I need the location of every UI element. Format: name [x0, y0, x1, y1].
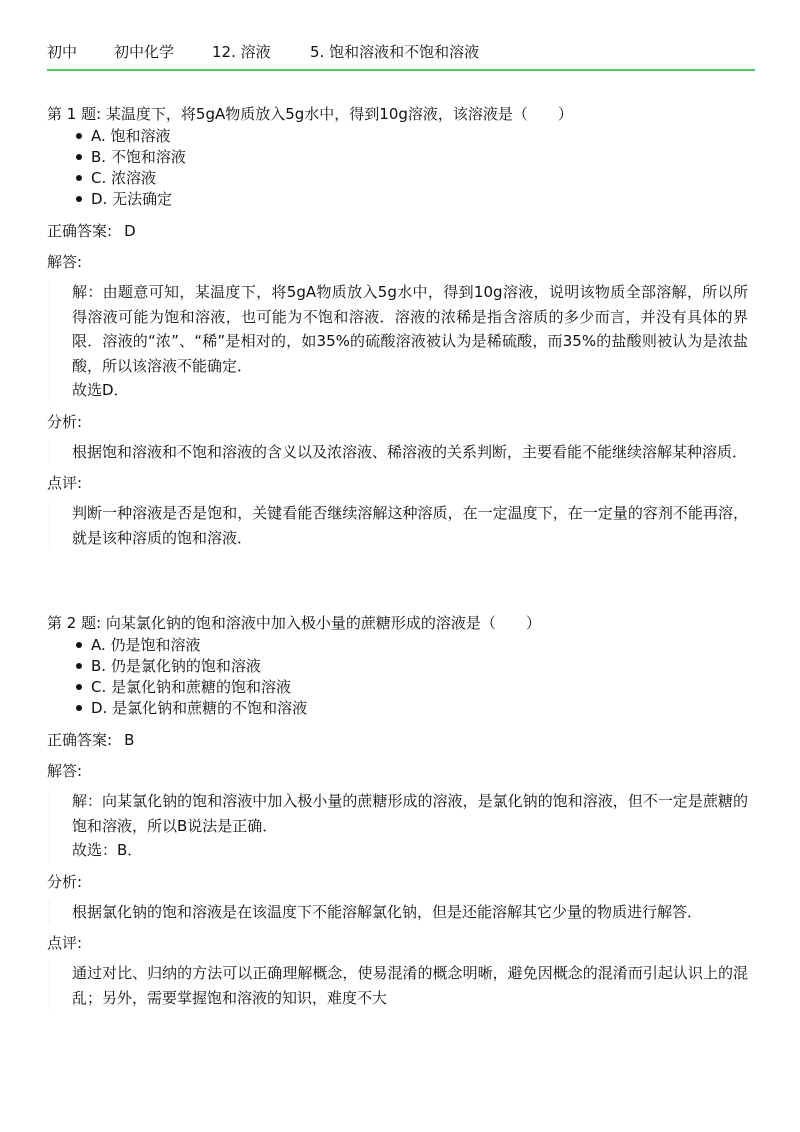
solution-choice: 故选D．	[72, 381, 129, 399]
comment-body	[49, 961, 748, 1010]
bullet-icon	[76, 642, 82, 648]
solution-text: 解：向某氯化钠的饱和溶液中加入极小量的蔗糖形成的溶液，是氯化钠的饱和溶液，但不一定是蔗糖的饱和溶液，所以B说法是正确．	[72, 792, 748, 835]
correct-answer-value: D	[124, 222, 136, 240]
solution-choice: 故选：B．	[72, 841, 143, 859]
solution-text: 解：由题意可知，某温度下，将5gA物质放入5g水中，得到10g溶液，说明该物质全部溶解，所以所得溶液可能为饱和溶液，也可能为不饱和溶液．溶液的浓稀是指含溶质的多少而言，并没有具体的界限．溶液的“浓”、“稀”是相对的，如35%的硫酸溶液被认为是稀硫酸，而35%的盐酸则被认为是浓盐酸，所以该溶液不能确定．	[72, 283, 748, 375]
correct-answer	[47, 728, 767, 752]
bullet-icon	[76, 154, 82, 160]
bullet-icon	[76, 175, 82, 181]
header-divider	[47, 69, 755, 71]
option-c	[76, 677, 767, 698]
comment-label: 点评:	[47, 934, 83, 952]
option-a	[76, 635, 767, 656]
option-d	[76, 698, 767, 719]
comment-body	[49, 501, 748, 550]
option-a	[76, 126, 767, 147]
option-c	[76, 168, 767, 189]
bullet-icon	[76, 133, 82, 139]
option-label: D. 是氯化钠和蔗糖的不饱和溶液	[91, 699, 308, 717]
option-label: C. 浓溶液	[91, 169, 157, 187]
option-b	[76, 147, 767, 168]
breadcrumb	[47, 40, 755, 64]
option-list	[47, 635, 767, 719]
bullet-icon	[76, 705, 82, 711]
option-label: D. 无法确定	[91, 190, 173, 208]
bullet-icon	[76, 663, 82, 669]
breadcrumb-item-level[interactable]: 初中	[47, 43, 78, 61]
analysis-text: 根据饱和溶液和不饱和溶液的含义以及浓溶液、稀溶液的关系判断，主要看能不能继续溶解某种溶质．	[72, 442, 748, 461]
correct-answer	[47, 219, 767, 243]
analysis-body	[49, 440, 748, 465]
question-title: 第 2 题: 向某氯化钠的饱和溶液中加入极小量的蔗糖形成的溶液是（ ）	[47, 614, 541, 632]
question-2	[47, 611, 767, 1010]
option-label: A. 仍是饱和溶液	[91, 636, 201, 654]
option-label: A. 饱和溶液	[91, 127, 171, 145]
analysis-text: 根据氯化钠的饱和溶液是在该温度下不能溶解氯化钠，但是还能溶解其它少量的物质进行解答．	[72, 902, 703, 921]
solution-label: 解答:	[47, 762, 83, 780]
breadcrumb-item-chapter[interactable]: 12. 溶液	[212, 43, 271, 61]
solution-label: 解答:	[47, 253, 83, 271]
question-1	[47, 102, 767, 550]
analysis-label: 分析:	[47, 412, 83, 431]
solution-body	[49, 789, 748, 863]
analysis-label: 分析:	[47, 872, 83, 891]
question-title: 第 1 题: 某温度下，将5gA物质放入5g水中，得到10g溶液，该溶液是（ ）	[47, 105, 573, 123]
option-d	[76, 189, 767, 210]
breadcrumb-item-subject[interactable]: 初中化学	[114, 43, 175, 61]
comment-label: 点评:	[47, 474, 83, 492]
correct-answer-label: 正确答案:	[47, 731, 113, 749]
option-list	[47, 126, 767, 210]
option-b	[76, 656, 767, 677]
correct-answer-label: 正确答案:	[47, 222, 113, 240]
option-label: C. 是氯化钠和蔗糖的饱和溶液	[91, 678, 292, 696]
solution-body	[49, 280, 748, 403]
comment-text: 判断一种溶液是否是饱和，关键看能否继续溶解这种溶质，在一定温度下，在一定量的容剂不能再溶，就是该种溶质的饱和溶液．	[72, 504, 748, 547]
analysis-body	[49, 900, 748, 925]
breadcrumb-item-section[interactable]: 5. 饱和溶液和不饱和溶液	[310, 43, 480, 61]
bullet-icon	[76, 684, 82, 690]
bullet-icon	[76, 196, 82, 202]
correct-answer-value: B	[124, 731, 135, 749]
option-label: B. 不饱和溶液	[91, 148, 186, 166]
comment-text: 通过对比、归纳的方法可以正确理解概念，使易混淆的概念明晰，避免因概念的混淆而引起认识上的混乱；另外，需要掌握饱和溶液的知识，难度不大	[72, 964, 748, 1007]
option-label: B. 仍是氯化钠的饱和溶液	[91, 657, 261, 675]
